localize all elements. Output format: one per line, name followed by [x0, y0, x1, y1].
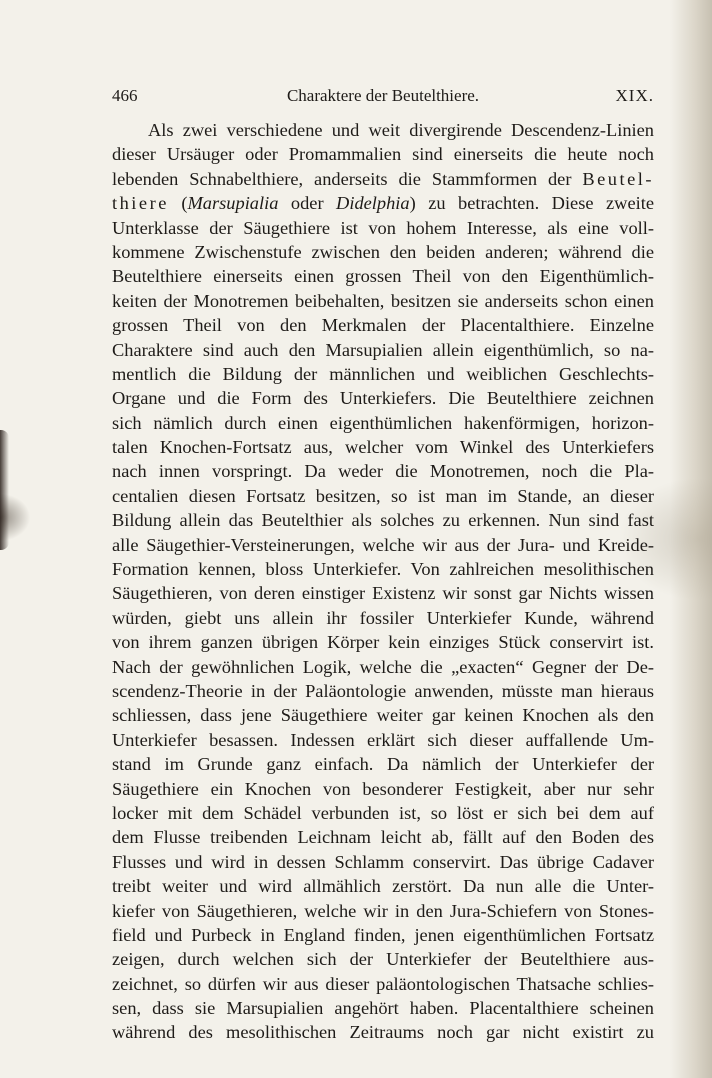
- text-line: zeichnet, so dürfen wir aus dieser paläontologischen Thatsache schlies-: [112, 973, 654, 994]
- text-line: Unterkiefer besassen. Indessen erklärt sich dieser auffallende Um-: [112, 729, 654, 750]
- text-line: Flusses und wird in dessen Schlamm conservirt. Das übrige Cadaver: [112, 851, 654, 872]
- text-line: sich nämlich durch einen eigenthümlichen hakenförmigen, horizon-: [112, 412, 654, 433]
- text-line: Charaktere sind auch den Marsupialien allein eigenthümlich, so na-: [112, 339, 654, 360]
- spaced-term: thiere: [112, 193, 169, 214]
- text-line: stand im Grunde ganz einfach. Da nämlich der Unterkiefer der: [112, 754, 654, 775]
- text-line: dieser Ursäuger oder Promammalien sind einerseits die heute noch: [112, 144, 654, 165]
- text-line: kommene Zwischenstufe zwischen den beiden anderen; während die: [112, 241, 654, 262]
- text-line: grossen Theil von den Merkmalen der Placentalthiere. Einzelne: [112, 315, 654, 336]
- text-segment: oder: [278, 193, 337, 214]
- page-edge-shadow: [670, 0, 712, 1078]
- chapter-number: XIX.: [615, 86, 654, 105]
- text-line: nach innen vorspringt. Da weder die Monotremen, noch die Pla-: [112, 461, 654, 482]
- text-segment: ) zu betrachten. Diese zweite: [409, 193, 654, 214]
- body-text: [112, 118, 654, 1045]
- text-line: [112, 167, 654, 191]
- text-line: von ihrem ganzen übrigen Körper kein einziges Stück conservirt ist.: [112, 632, 654, 653]
- text-line: Bildung allein das Beutelthier als solches zu erkennen. Nun sind fast: [112, 510, 654, 531]
- text-line: mentlich die Bildung der männlichen und weiblichen Geschlechts-: [112, 363, 654, 384]
- text-line: treibt weiter und wird allmählich zerstört. Da nun alle die Unter-: [112, 876, 654, 897]
- text-line: schliessen, dass jene Säugethiere weiter gar keinen Knochen als den: [112, 705, 654, 726]
- text-line: während des mesolithischen Zeitraums noch gar nicht existirt zu: [112, 1022, 654, 1043]
- italic-term: Marsupialia: [187, 193, 279, 214]
- page-header: [112, 86, 654, 112]
- italic-term: Didelphia: [336, 193, 410, 214]
- text-line: Säugethiere ein Knochen von besonderer Festigkeit, aber nur sehr: [112, 778, 654, 799]
- text-line: keiten der Monotremen beibehalten, besitzen sie anderseits schon einen: [112, 290, 654, 311]
- text-line: würden, giebt uns allein ihr fossiler Unterkiefer Kunde, während: [112, 607, 654, 628]
- spaced-term: Beutel-: [582, 168, 654, 189]
- text-line: Säugethieren, von deren einstiger Existenz wir sonst gar Nichts wissen: [112, 583, 654, 604]
- binding-shadow: [0, 430, 9, 550]
- text-line: talen Knochen-Fortsatz aus, welcher vom Winkel des Unterkiefers: [112, 437, 654, 458]
- text-line: Nach der gewöhnlichen Logik, welche die „exacten“ Gegner der De-: [112, 656, 654, 677]
- page-number: 466: [112, 86, 138, 105]
- text-segment: (: [181, 193, 188, 214]
- text-segment: lebenden Schnabelthiere, anderseits die Stammformen der: [112, 168, 572, 189]
- text-line: locker mit dem Schädel verbunden ist, so löst er sich bei dem auf: [112, 802, 654, 823]
- text-line: sen, dass sie Marsupialien angehört haben. Placentalthiere scheinen: [112, 998, 654, 1019]
- text-line: field und Purbeck in England finden, jenen eigenthümlichen Fortsatz: [112, 924, 654, 945]
- text-line: [112, 191, 654, 215]
- text-line: Als zwei verschiedene und weit divergirende Descendenz-Linien: [148, 120, 654, 140]
- text-line: Organe und die Form des Unterkiefers. Die Beutelthiere zeichnen: [112, 388, 654, 409]
- text-line: kiefer von Säugethieren, welche wir in den Jura-Schiefern von Stones-: [112, 900, 654, 921]
- text-line: Beutelthiere einerseits einen grossen Theil von den Eigenthümlich-: [112, 266, 654, 287]
- text-line: dem Flusse treibenden Leichnam leicht ab, fällt auf den Boden des: [112, 827, 654, 848]
- text-line: scendenz-Theorie in der Paläontologie anwenden, müsste man hieraus: [112, 680, 654, 701]
- text-line: centalien diesen Fortsatz besitzen, so ist man im Stande, an dieser: [112, 485, 654, 506]
- text-line: Formation kennen, bloss Unterkiefer. Von zahlreichen mesolithischen: [112, 559, 654, 580]
- text-line: Unterklasse der Säugethiere ist von hohem Interesse, als eine voll-: [112, 217, 654, 238]
- running-title: Charaktere der Beutelthiere.: [286, 86, 480, 105]
- text-line: zeigen, durch welchen sich der Unterkiefer der Beutelthiere aus-: [112, 949, 654, 970]
- text-line: alle Säugethier-Versteinerungen, welche wir aus der Jura- und Kreide-: [112, 534, 654, 555]
